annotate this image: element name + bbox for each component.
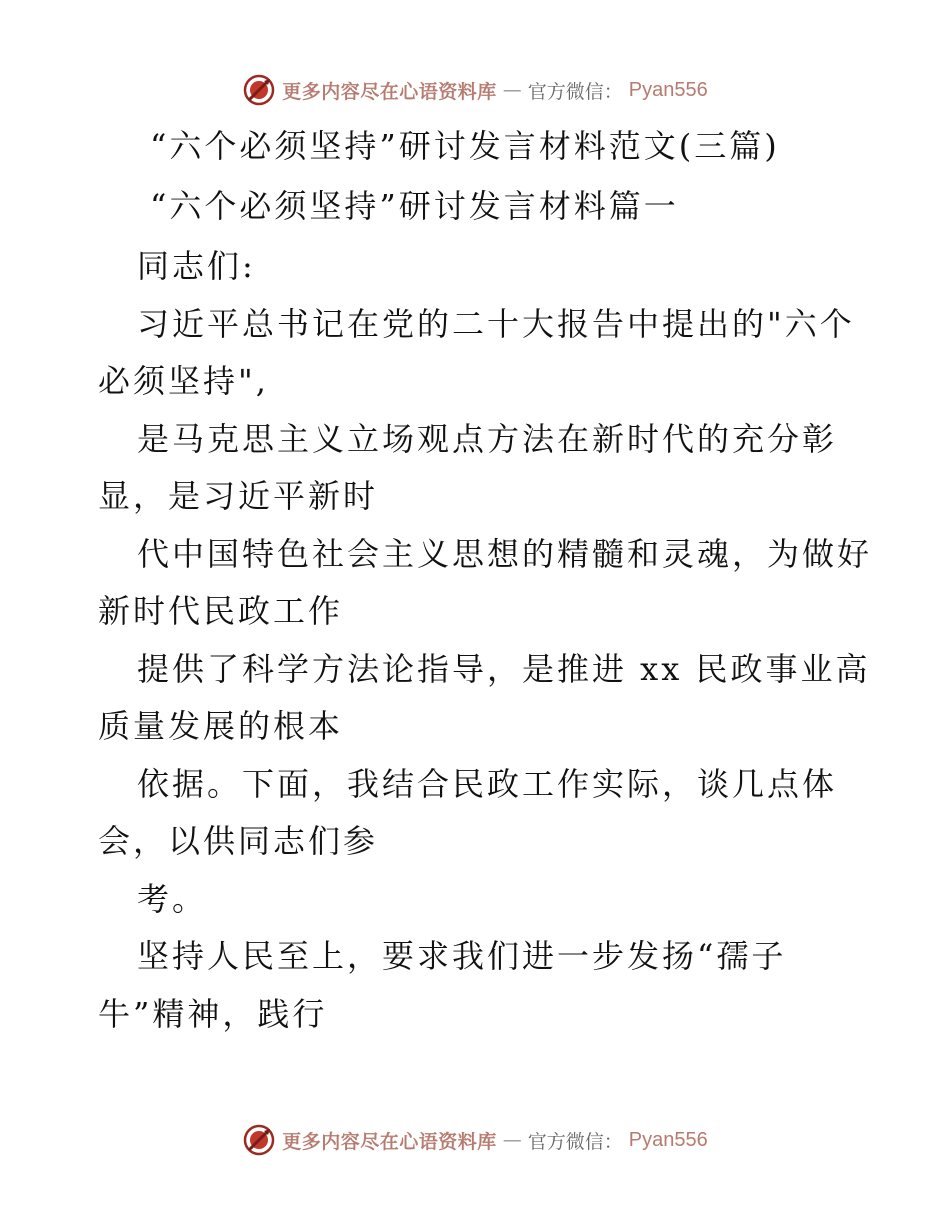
pen-logo-icon (242, 73, 276, 107)
section-heading: “六个必须坚持”研讨发言材料篇一 (150, 187, 679, 225)
watermark-wechat-id: Pyan556 (628, 78, 708, 101)
watermark-separator: — (502, 1129, 522, 1151)
watermark-footer (0, 1120, 950, 1160)
body-line: 牛”精神，践行 (98, 995, 328, 1033)
body-line: 习近平总书记在党的二十大报告中提出的"六个 (137, 305, 855, 343)
body-line: 代中国特色社会主义思想的精髓和灵魂，为做好 (137, 535, 873, 573)
body-line: 会，以供同志们参 (98, 822, 379, 860)
watermark-wechat-id: Pyan556 (628, 1128, 708, 1151)
watermark-separator: — (502, 79, 522, 101)
watermark-site-text: 更多内容尽在心语资料库 (282, 1130, 497, 1153)
body-line: 是马克思主义立场观点方法在新时代的充分彰 (137, 420, 838, 458)
watermark-header (0, 70, 950, 110)
document-title: “六个必须坚持”研讨发言材料范文(三篇) (150, 127, 780, 165)
body-line: 新时代民政工作 (98, 592, 344, 630)
body-line: 质量发展的根本 (98, 707, 344, 745)
body-line: 提供了科学方法论指导，是推进 xx 民政事业高 (137, 650, 871, 688)
pen-logo-icon (242, 1123, 276, 1157)
body-line: 依据。下面，我结合民政工作实际，谈几点体 (137, 765, 838, 803)
watermark-site-text: 更多内容尽在心语资料库 (282, 80, 497, 103)
watermark-wechat-label: 官方微信： (527, 80, 623, 103)
watermark-wechat-label: 官方微信： (527, 1130, 623, 1153)
body-line: 考。 (137, 880, 208, 918)
body-line: 显，是习近平新时 (98, 477, 379, 515)
body-line: 必须坚持", (98, 362, 269, 400)
body-line: 同志们: (137, 247, 256, 285)
body-line: 坚持人民至上，要求我们进一步发扬“孺子 (137, 937, 787, 975)
